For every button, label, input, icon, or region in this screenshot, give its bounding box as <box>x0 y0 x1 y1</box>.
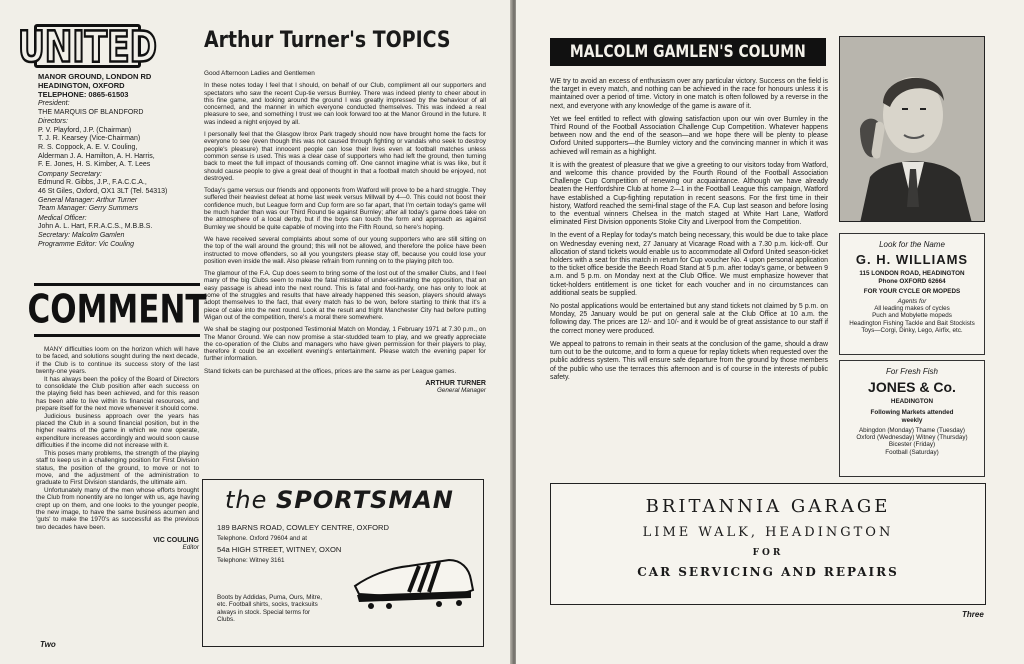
britannia-address: LIME WALK, HEADINGTON <box>642 525 894 540</box>
comment-heading: COMMENT <box>27 287 207 333</box>
comment-signature-role: Editor <box>182 544 199 552</box>
general-manager: General Manager: Arthur Turner <box>38 196 138 204</box>
topics-paragraph: The glamour of the F.A. Cup does seem to bring some of the lost out of the smaller Clubs, and I feel many of the big Clubs seem to make the fatal mistake of under-estimating the opposition, that an easy passage is ahead into the next round. This is fatal and fool-hardy, one has only to look at some of the struggles and results that have already happened this season, players should always adopt themselves to the fact, that every match has to be won, before starting to think that it's a piece of cake into the next round. Look at the result and fright Manchester City had before putting Wigan out of the competition, there's a moral there somewhere. <box>204 270 486 321</box>
sportsman-title-prefix: the <box>225 486 277 514</box>
column-title <box>550 38 826 66</box>
secretary-line: 46 St Giles, Oxford, OX1 3LT (Tel. 54313) <box>38 187 168 195</box>
address-line: MANOR GROUND, LONDON RD <box>38 72 152 81</box>
britannia-service: CAR SERVICING AND REPAIRS <box>637 565 899 579</box>
programme-editor: Programme Editor: Vic Couling <box>38 240 134 248</box>
britannia-for: FOR <box>752 548 784 558</box>
williams-item: Puch and Mobylette mopeds <box>872 312 952 320</box>
president-label: President: <box>38 100 70 107</box>
williams-tagline: Look for the Name <box>879 240 945 249</box>
sportsman-title <box>225 486 454 514</box>
portrait-photo <box>839 36 985 222</box>
jones-market: Abingdon (Monday) Thame (Tuesday) <box>858 426 966 434</box>
topics-paragraph: I personally feel that the Glasgow Ibrox Park tragedy should now have brought home the facts for everyone to see (even though this was not caused through fighting or vandals who seek to destroy people's pleasure) that innocent people can lose their lives even at football matches unless common sense is used. This was a clear case of supporters who had left the ground, then turning back to meet the full impact of thousands coming off. One cannot imagine what is was like, but it should cause people to give a great deal of thought in that a football match should be enjoyed, not destroyed. <box>204 131 486 182</box>
jones-market: Football (Saturday) <box>885 448 939 456</box>
man-on-telephone-icon <box>840 37 985 222</box>
directors-label: Directors: <box>38 118 68 126</box>
jones-market: Bicester (Friday) <box>888 441 936 449</box>
director-line: P. V. Playford, J.P. (Chairman) <box>38 126 132 134</box>
logo-text: UNITED <box>17 20 158 72</box>
topics-signature: ARTHUR TURNER <box>425 379 486 387</box>
sportsman-advert <box>202 479 484 647</box>
comment-paragraph: Judicious business approach over the years has placed the Club in a sound financial position, but in the higher realms of the game in which we now operate, expenditure increases accordingly and would soon cause difficulties if the income did not increase with it. <box>36 412 199 450</box>
club-secretary: Secretary: Malcolm Gamlen <box>38 231 125 239</box>
page-number-left: Two <box>40 640 56 649</box>
sportsman-telephone: Telephone: Witney 3161 <box>217 556 285 564</box>
jones-tagline: For Fresh Fish <box>885 367 938 376</box>
britannia-name: BRITANNIA GARAGE <box>645 496 891 517</box>
sportsman-address: 189 BARNS ROAD, COWLEY CENTRE, OXFORD <box>217 523 390 532</box>
topics-paragraph: We shall be staging our postponed Testimonial Match on Monday, 1 February 1971 at 7.30 p.m., on The Manor Ground. We can now promise a star-studded team to play, and we greatly appreciate the co-operation of the Clubs and managers who have given permission for their players to play, therefore it could be an excellent evening's entertainment. Please watch the evening paper for further information. <box>204 326 486 363</box>
column-title-text: MALCOLM GAMLEN'S COLUMN <box>570 42 806 62</box>
sportsman-telephone: Telephone. Oxford 79604 and at <box>217 535 307 543</box>
column-article <box>550 78 828 387</box>
jones-advert <box>839 360 985 477</box>
comment-paragraph: MANY difficulties loom on the horizon which will have to be faced, and solutions sought during the next decade, if the Club is to continue its success story of the last twenty-one years. <box>36 346 199 376</box>
topics-greeting: Good Afternoon Ladies and Gentlemen <box>204 70 315 77</box>
williams-address: 115 LONDON ROAD, HEADINGTON <box>859 270 965 277</box>
telephone: TELEPHONE: 0865-61503 <box>38 90 129 99</box>
director-line: Alderman J. A. Hamilton, A. H. Harris, <box>38 152 155 160</box>
director-line: R. S. Coppock, A. E. V. Couling, <box>38 143 138 151</box>
topics-paragraph: We have received several complaints about some of our young supporters who are still sitting on the top of the wall around the ground; this will not be allowed, and therefore the police have been instructed to move offenders, so all you youngsters please stay off, because you could lose your position even inside the wall. Also please refrain from running on to the playing pitch too. <box>204 235 486 265</box>
medical-officer-label: Medical Officer: <box>38 214 87 222</box>
medical-officer: John A. L. Hart, F.R.A.C.S., M.B.B.S. <box>38 223 153 231</box>
topics-paragraph: Stand tickets can be purchased at the offices, prices are the same as per League games. <box>204 367 457 375</box>
column-paragraph: WE try to avoid an excess of enthusiasm over any particular victory. Success on the field is the target in every match, and nothing can be achieved in the race for honours unless it is maintained over a period of time. Victory in one match is often followed by a reverse in the next, and everyone with any knowledge of the game is aware of it. <box>550 78 828 110</box>
column-paragraph: In the event of a Replay for today's match being necessary, this would be due to take place on Wednesday evening next, 27 January at Vicarage Road with a 7.30 p.m. kick-off. Our allocation of stand tickets would enable us to accommodate all Oxford United season-ticket holders with a seat for this match in return for Cup voucher No. 4 upon personal application to the ticket office beside the Beech Road Stand at 5 p.m. after today's game, or between 9 a.m. and 5 p.m. on Monday next at the Club Office. We must emphasize however that ticket-holders entitlement is one ticket for each voucher and in no circumstances can additional seats be supplied. <box>550 232 828 297</box>
comment-article <box>36 346 199 551</box>
jones-place: HEADINGTON <box>890 398 934 405</box>
sportsman-blurb: Boots by Addidas, Puma, Ours, Mitre, etc. Football shirts, socks, tracksuits always in stock. Special terms for Clubs. <box>217 594 322 623</box>
football-boot-icon <box>349 546 477 616</box>
jones-market: Oxford (Wednesday) Witney (Thursday) <box>856 434 968 442</box>
topics-title: Arthur Turner's TOPICS <box>204 28 451 53</box>
sportsman-title-name: SPORTSMAN <box>276 486 454 514</box>
topics-signature-role: General Manager <box>436 386 486 394</box>
comment-signature: VIC COULING <box>153 537 199 545</box>
williams-advert <box>839 233 985 355</box>
britannia-garage-advert <box>550 483 986 605</box>
united-logo <box>17 20 158 72</box>
williams-cycles-line: FOR YOUR CYCLE OR MOPEDS <box>863 287 961 295</box>
address-line: HEADINGTON, OXFORD <box>38 81 125 90</box>
comment-heading-box <box>27 283 207 337</box>
topics-article <box>204 70 486 394</box>
page-number-right: Three <box>962 610 984 619</box>
column-paragraph: We appeal to patrons to remain in their seats at the conclusion of the game, should a draw turn out to be the outcome, and to form a queue for replay tickets when requested over the public address system. This will ensure safe departure from the ground by those members of the public who use the terraces this afternoon and is of course in the interests of public safety. <box>550 340 828 381</box>
director-line: F. E. Jones, H. S. Kimber, A. T. Lees <box>38 161 151 169</box>
president: THE MARQUIS OF BLANDFORD <box>38 108 144 116</box>
column-paragraph: No postal applications would be entertained but any stand tickets not claimed by 5 p.m. on Monday, 25 January would be put on general sale at the Club Office at 10 a.m. the following day. The prices are 12/- and 10/- and it would be of great assistance to our staff if the correct money were produced. <box>550 303 828 335</box>
comment-paragraph: This poses many problems, the strength of the playing staff to keep us in a challenging position for First Division status, the position of the ground, to move or not to move, and the adjustment of the administration to graduate to First Division standards, the ultimate aim. <box>36 449 199 487</box>
jones-name: JONES & Co. <box>868 379 956 395</box>
sportsman-address: 54a HIGH STREET, WITNEY, OXON <box>217 544 342 554</box>
williams-name: G. H. WILLIAMS <box>855 252 969 267</box>
williams-item: Toys—Corgi, Dinky, Lego, Airfix, etc. <box>861 327 963 335</box>
column-paragraph: Yet we feel entitled to reflect with glowing satisfaction upon our win over Burnley in the Third Round of the Football Association Challenge Cup Competition. Whatever happens between now and the end of the season—and we hope there will be plenty to please Oxford United supporters—the Burnley victory and the convincing manner in which it was achieved will remain as a highlight. <box>550 115 828 156</box>
topics-paragraph: In these notes today I feel that I should, on behalf of our Club, compliment all our supporters and spectators who saw the recent Cup-tie versus Burnley. There was indeed plenty to cheer about in this fine game, and looking around the ground I was greatly impressed by the behaviour of all concerned, and the manner in which everyone conducted themselves. This was indeed a real pleasure to see, and something I trust we can look forward too at the Manor Ground in the future. It was indeed a night enjoyed by all. <box>204 82 486 126</box>
club-info <box>38 72 198 249</box>
comment-paragraph: Unfortunately many of the men whose efforts brought the Club from nonentity are no longer with us, age having crept up on them, and one looks to the younger people, the new image, to have the same business acumen and 'guts' to make the 1970's as successful as the previous two decades have been. <box>36 486 199 531</box>
williams-item: Headington Fishing Tackle and Bait Stockists <box>849 319 975 327</box>
williams-item: All leading makes of cycles <box>874 305 950 313</box>
column-paragraph: It is with the greatest of pleasure that we give a greeting to our visitors today from Watford, and welcome this chance provided by the Fourth Round of the Football Association Challenge Cup Competition of renewing our acquaintance. Although we have already beaten the Hertfordshire Club at home 2—1 in the Football League this campaign, Watford have established a Cup-fighting reputation in recent seasons. For the first time in their history, Watford reached the semi-final stage of the F.A. Cup last season and before losing to the eventual winners Chelsea in the match staged at White Hart Lane, Watford eliminated First Division opponents Stoke City and Liverpool from the Competition. <box>550 161 828 227</box>
jones-markets-heading: Following Markets attended weekly <box>870 409 954 424</box>
secretary-label: Company Secretary: <box>38 170 102 178</box>
topics-paragraph: Today's game versus our friends and opponents from Watford will prove to be a hard struggle. They suffered their heaviest defeat at home last week versus Millwall by 4—0. This could not boost their confidence much, but League form and Cup form are so far apart, that I'm certain today's game will be much harder than was our Third Round tie against Burnley; after all today's game does take on the atmosphere of a local derby, but if the boys can touch the form and approach as against Burnley we should be quite capable of moving into the Fifth Round, so here's hoping. <box>204 187 486 231</box>
williams-agents: Agents for <box>897 297 927 305</box>
comment-paragraph: It has always been the policy of the Board of Directors to consolidate the Club position after each success on the playing field has been achieved, and for this reason has been able to live within its financial resources, and prepare itself for the next move whenever it should come. <box>36 375 199 413</box>
director-line: T. J. R. Kearsey (Vice-Chairman) <box>38 135 141 143</box>
right-page <box>516 0 1024 664</box>
williams-phone: Phone OXFORD 62664 <box>878 278 946 286</box>
team-manager: Team Manager: Gerry Summers <box>38 205 139 213</box>
secretary-line: Edmund R. Gibbs, J.P., F.A.C.C.A., <box>38 179 147 187</box>
